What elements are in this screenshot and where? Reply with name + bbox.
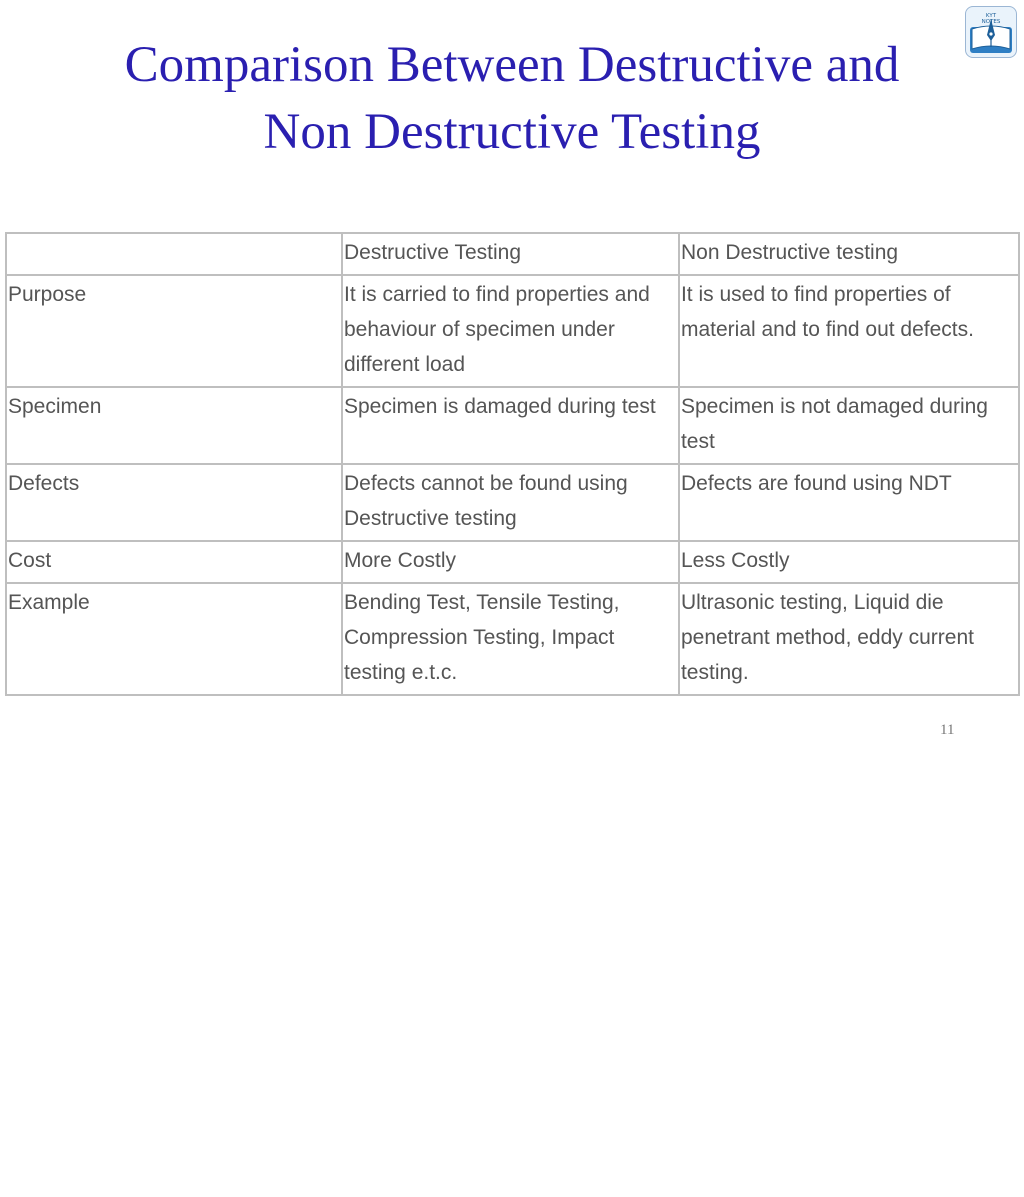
table-row-example (6, 583, 1019, 695)
header-cell-destructive: Destructive Testing (342, 233, 679, 275)
slide-title (0, 32, 1024, 166)
non-destructive-cell: Less Costly (679, 541, 1019, 583)
destructive-cell: More Costly (342, 541, 679, 583)
row-label: Purpose (6, 275, 342, 387)
title-line-1: Comparison Between Destructive and (124, 37, 900, 93)
svg-text:KYT: KYT (985, 13, 997, 19)
page-number: 11 (940, 722, 955, 738)
table-header-row (6, 233, 1019, 275)
header-cell-empty (6, 233, 342, 275)
destructive-cell: Specimen is damaged during test (342, 387, 679, 464)
destructive-cell: Defects cannot be found using Destructive testing (342, 464, 679, 541)
table-row-purpose (6, 275, 1019, 387)
row-label: Specimen (6, 387, 342, 464)
non-destructive-cell: Ultrasonic testing, Liquid die penetrant method, eddy current testing. (679, 583, 1019, 695)
title-line-2: Non Destructive Testing (263, 104, 761, 160)
row-label: Example (6, 583, 342, 695)
non-destructive-cell: It is used to find properties of material and to find out defects. (679, 275, 1019, 387)
destructive-cell: Bending Test, Tensile Testing, Compression Testing, Impact testing e.t.c. (342, 583, 679, 695)
table-row-cost (6, 541, 1019, 583)
table-row-specimen (6, 387, 1019, 464)
table-row-defects (6, 464, 1019, 541)
non-destructive-cell: Specimen is not damaged during test (679, 387, 1019, 464)
comparison-table (5, 232, 1020, 696)
svg-text:NOTES: NOTES (981, 19, 1001, 25)
header-cell-non-destructive: Non Destructive testing (679, 233, 1019, 275)
non-destructive-cell: Defects are found using NDT (679, 464, 1019, 541)
destructive-cell: It is carried to find properties and behaviour of specimen under different load (342, 275, 679, 387)
row-label: Cost (6, 541, 342, 583)
row-label: Defects (6, 464, 342, 541)
